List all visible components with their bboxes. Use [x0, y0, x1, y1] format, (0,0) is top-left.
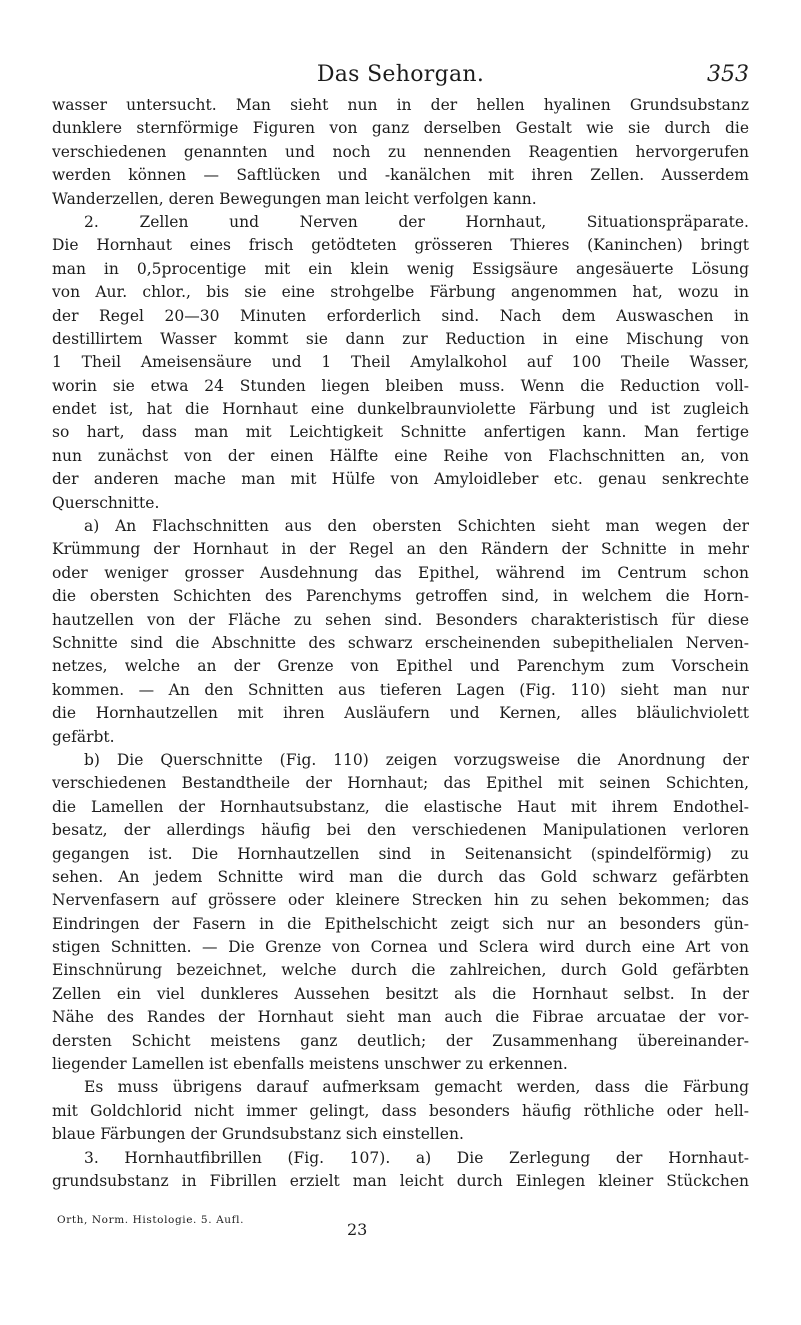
text-line: mit Goldchlorid nicht immer gelingt, dass besonders häufig röthliche oder hell-: [52, 1101, 749, 1120]
text-line: verschiedenen genannten und noch zu nennenden Reagentien hervorgerufen: [52, 142, 749, 161]
text-line: nun zunächst von der einen Hälfte eine Reihe von Flachschnitten an, von: [52, 446, 749, 465]
text-line: dunklere sternförmige Figuren von ganz derselben Gestalt wie sie durch die: [52, 119, 749, 138]
page-header: [52, 60, 749, 90]
signature-mark: 23: [347, 1220, 368, 1239]
text-line: der Regel 20—30 Minuten erforderlich sind. Nach dem Auswaschen in: [52, 306, 749, 325]
text-line: Nervenfasern auf grössere oder kleinere Strecken hin zu sehen bekommen; das: [52, 891, 749, 910]
text-line: Schnitte sind die Abschnitte des schwarz erscheinenden subepithelialen Nerven-: [52, 633, 749, 652]
text-line: grundsubstanz in Fibrillen erzielt man leicht durch Einlegen kleiner Stückchen: [52, 1171, 749, 1190]
page-number: 353: [707, 62, 749, 87]
text-line: verschiedenen Bestandtheile der Hornhaut; das Epithel mit seinen Schichten,: [52, 774, 749, 793]
text-line: endet ist, hat die Hornhaut eine dunkelbraunviolette Färbung und ist zugleich: [52, 400, 749, 419]
text-line: dersten Schicht meistens ganz deutlich; der Zusammenhang übereinander-: [52, 1031, 749, 1050]
text-line: die Lamellen der Hornhautsubstanz, die elastische Haut mit ihrem Endothel-: [52, 797, 749, 816]
running-head: Das Sehorgan.: [316, 62, 485, 87]
text-line: 1 Theil Ameisensäure und 1 Theil Amylalkohol auf 100 Theile Wasser,: [52, 353, 749, 372]
text-line: a) An Flachschnitten aus den obersten Schichten sieht man wegen der: [84, 517, 749, 536]
text-line: kommen. — An den Schnitten aus tieferen Lagen (Fig. 110) sieht man nur: [52, 680, 749, 699]
text-line: gegangen ist. Die Hornhautzellen sind in Seitenansicht (spindelförmig) zu: [52, 844, 749, 863]
text-line: stigen Schnitten. — Die Grenze von Cornea und Sclera wird durch eine Art von: [52, 938, 749, 957]
text-line: besatz, der allerdings häufig bei den verschiedenen Manipulationen verloren: [52, 821, 749, 840]
text-line: so hart, dass man mit Leichtigkeit Schnitte anfertigen kann. Man fertige: [52, 423, 749, 442]
text-line: Einschnürung bezeichnet, welche durch die zahlreichen, durch Gold gefärbten: [52, 961, 749, 980]
text-line: Eindringen der Fasern in die Epithelschicht zeigt sich nur an besonders gün-: [52, 914, 749, 933]
text-line: oder weniger grosser Ausdehnung das Epithel, während im Centrum schon: [52, 563, 749, 582]
footer-note: Orth, Norm. Histologie. 5. Aufl.: [57, 1214, 245, 1226]
text-line: worin sie etwa 24 Stunden liegen bleiben muss. Wenn die Reduction voll-: [52, 376, 749, 395]
body-text: [52, 94, 749, 1193]
text-line: man in 0,5procentige mit ein klein wenig Essigsäure angesäuerte Lösung: [52, 259, 749, 278]
text-line: werden können — Saftlücken und -kanälchen mit ihren Zellen. Ausserdem: [52, 166, 749, 185]
text-line: von Aur. chlor., bis sie eine strohgelbe Färbung angenommen hat, wozu in: [52, 283, 749, 302]
text-line: die Hornhautzellen mit ihren Ausläufern und Kernen, alles bläulichviolett: [52, 704, 749, 723]
text-line: netzes, welche an der Grenze von Epithel und Parenchym zum Vorschein: [52, 657, 749, 676]
text-line: sehen. An jedem Schnitte wird man die durch das Gold schwarz gefärbten: [52, 867, 749, 886]
section-heading-line: 3. Hornhautfibrillen (Fig. 107). a) Die Zerlegung der Hornhaut-: [84, 1148, 749, 1167]
text-line: Zellen ein viel dunkleres Aussehen besitzt als die Hornhaut selbst. In der: [52, 984, 749, 1003]
text-line: blaue Färbungen der Grundsubstanz sich einstellen.: [52, 1125, 464, 1144]
text-line: b) Die Querschnitte (Fig. 110) zeigen vorzugsweise die Anordnung der: [84, 750, 749, 769]
text-line: Die Hornhaut eines frisch getödteten grösseren Thieres (Kaninchen) bringt: [52, 236, 749, 255]
text-line: hautzellen von der Fläche zu sehen sind. Besonders charakteristisch für diese: [52, 610, 749, 629]
text-line: liegender Lamellen ist ebenfalls meistens unschwer zu erkennen.: [52, 1055, 568, 1074]
text-line: Krümmung der Hornhaut in der Regel an den Rändern der Schnitte in mehr: [52, 540, 749, 559]
page-footer: [52, 1214, 749, 1240]
text-line: Es muss übrigens darauf aufmerksam gemacht werden, dass die Färbung: [84, 1078, 749, 1097]
text-line: der anderen mache man mit Hülfe von Amyloidleber etc. genau senkrechte: [52, 470, 749, 489]
text-line: Wanderzellen, deren Bewegungen man leicht verfolgen kann.: [52, 189, 537, 208]
text-line: destillirtem Wasser kommt sie dann zur Reduction in eine Mischung von: [52, 329, 749, 348]
text-line: die obersten Schichten des Parenchyms getroffen sind, in welchem die Horn-: [52, 587, 749, 606]
section-heading-line: 2. Zellen und Nerven der Hornhaut, Situationspräparate.: [84, 212, 749, 231]
text-line: wasser untersucht. Man sieht nun in der hellen hyalinen Grundsubstanz: [52, 96, 749, 114]
text-line: gefärbt.: [52, 727, 115, 746]
text-line: Nähe des Randes der Hornhaut sieht man auch die Fibrae arcuatae der vor-: [52, 1008, 749, 1027]
text-line: Querschnitte.: [52, 493, 160, 512]
